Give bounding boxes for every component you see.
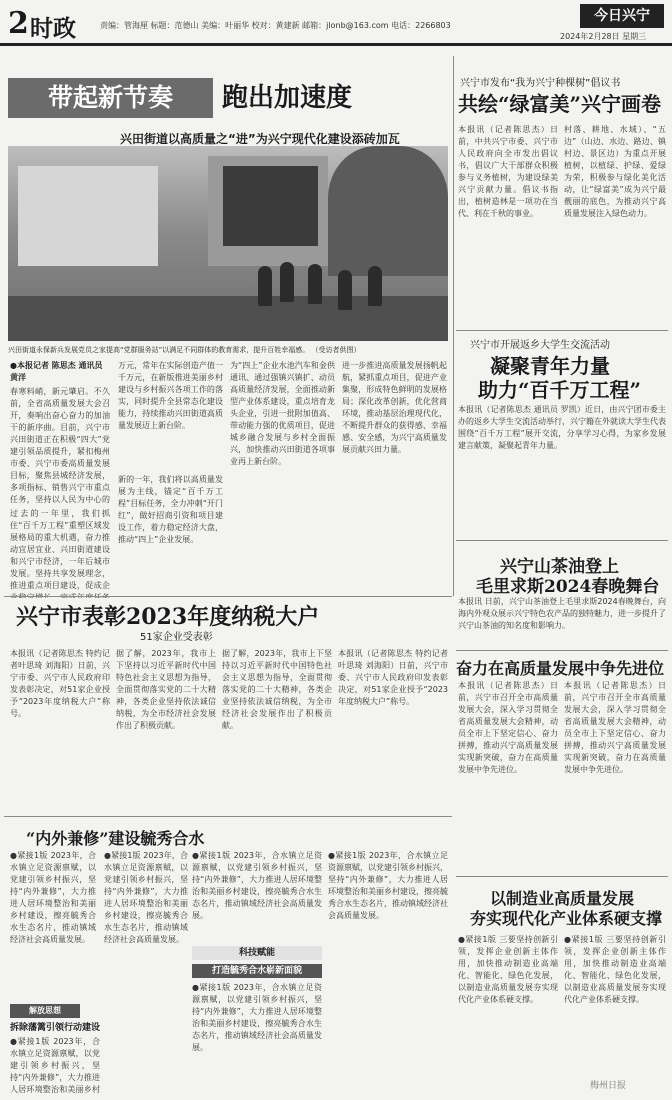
- page-number: 2: [8, 6, 29, 41]
- water-text-2: ●紧接1版 2023年，合水镇立足资源禀赋，以党建引领乡村振兴，坚持“内外兼修”，大力推进人居环境整治和美丽乡村: [10, 1037, 100, 1094]
- industry-title-1: 以制造业高质量发展: [490, 889, 635, 908]
- header-rule: [0, 43, 672, 46]
- quality-text-2: 本报讯（记者陈思杰）日前，兴宁市召开全市高质量发展大会，深入学习贯彻全省高质量发展大会精神，动员全市上下坚定信心、奋力拼搏，推动兴宁高质量发展实现新突破，奋力在高质量发展中争先进位。: [564, 681, 666, 774]
- industry-text: ●紧接1版 三要坚持创新引领，发挥企业创新主体作用，加快推动制造业高端化、智能化、绿色化发展，以制造业高质量发展夯实现代化产业体系硬支撑。: [458, 935, 558, 1004]
- water-text: ●紧接1版 2023年，合水镇立足资源禀赋，以党建引领乡村振兴，坚持“内外兼修”，大力推进人居环境整治和美丽乡村建设，擦亮毓秀合水生态名片，推动镇域经济社会高质量发展。: [10, 851, 96, 944]
- divider: [4, 596, 452, 597]
- green-text-2: 村落、耕地、水域）、“五边”（山边、水边、路边、镇村边、景区边）为重点开展植树，以植绿、护绿、爱绿为荣，积极参与绿化美化活动，让“绿富美”成为兴宁最靓丽的底色，为推动兴宁高质量发展注入绿色动力。: [564, 125, 666, 218]
- lead-byline: ●本报记者 陈思杰 通讯员 黄洋: [10, 361, 103, 382]
- divider: [456, 330, 668, 331]
- photo-sign: [223, 166, 318, 246]
- photo-person: [338, 270, 352, 310]
- water-tag: 解放思想: [10, 1004, 80, 1018]
- green-kicker: 兴宁市发布“我为兴宁种棵树”倡议书: [460, 78, 621, 89]
- industry-text-2: ●紧接1版 三要坚持创新引领，发挥企业创新主体作用，加快推动制造业高端化、智能化、绿色化发展，以制造业高质量发展夯实现代化产业体系硬支撑。: [564, 935, 666, 1004]
- tax-list-1: 据了解，2023年，我市上下坚持以习近平新时代中国特色社会主义思想为指导，全面贯彻落实党的二十大精神，各类企业坚持依法诚信纳税，为全市经济社会发展作出了积极贡献。: [222, 649, 332, 730]
- masthead-logo: 今日兴宁: [580, 4, 664, 28]
- water-box-1: 科技赋能: [192, 946, 322, 960]
- divider: [456, 876, 668, 877]
- green-title: 共绘“绿富美”兴宁画卷: [458, 92, 662, 116]
- lead-col-1b: 过去的一年里，我们抓住“百千万工程”重塑区域发展格局的重大机遇，奋力推动宜居宜业、兴田街道建设和兴宁市经济，一年后城市发展。坚持共享发展理念，推进重点项目建设，促成企: [10, 509, 110, 590]
- photo-caption: 兴田街道永保新兵发展党员之家提高“党群服务站”以满足不同群体的教育需求，提升百姓幸福感。 （受访者供图）: [8, 346, 361, 354]
- industry-title-2: 夯实现代化产业体系硬支撑: [470, 909, 663, 928]
- tea-title-1: 兴宁山茶油登上: [500, 557, 619, 577]
- tax-subtitle: 51家企业受表彰: [140, 632, 213, 643]
- water-col-4: ●紧接1版 2023年，合水镇立足资源禀赋，以党建引领乡村振兴，坚持“内外兼修”，大力推进人居环境整治和美丽乡村建设，擦亮毓秀合水生态名片，推动镇域经济社会高质量发展。: [328, 851, 448, 920]
- quality-title: 奋力在高质量发展中争先进位: [456, 659, 665, 678]
- water-col-2: ●紧接1版 2023年，合水镇立足资源禀赋，以党建引领乡村振兴，坚持“内外兼修”，大力推进人居环境整治和美丽乡村建设，擦亮毓秀合水生态名片，推动镇域经济社会高质量发展。: [104, 851, 188, 944]
- header-meta: 责编：管海厘 标题：范德山 美编：叶丽华 校对：黄建新 邮箱：jlonb@163.com 电话：2266803: [100, 21, 451, 30]
- lead-col-3: 为“四上”企业水池汽车和金供通讯、通过强镇兴镇扩、动员高质量经济发展，全面推动新型产业体系建设，重点培育龙头企业，引进一批附加值高、带动能力强的优质项目，促进城乡融合发展与乡村全面振兴，加快推动兴田街道各项事业再上新台阶。: [230, 361, 335, 466]
- water-tag-sub: 拆除藩篱引领行动建设: [10, 1023, 101, 1033]
- youth-title-1: 凝聚青年力量: [490, 354, 610, 378]
- tea-text: 本报讯 日前，兴宁山茶油登上毛里求斯2024春晚舞台，向海内外观众展示兴宁特色农产品的独特魅力，进一步提升了兴宁山茶油的知名度和影响力。: [458, 597, 666, 630]
- photo-person: [280, 262, 294, 302]
- tax-text-2: 据了解，2023年，我市上下坚持以习近平新时代中国特色社会主义思想为指导，全面贯彻落实党的二十大精神，各类企业坚持依法诚信纳税，为全市经济社会发展作出了积极贡献。: [116, 649, 216, 730]
- tax-text: 本报讯（记者陈思杰 特约记者叶思琦 刘海阳）日前，兴宁市委、兴宁市人民政府印发表彰决定，对51家企业授予“2023年度纳税大户”称号。: [10, 649, 110, 718]
- green-text: 本报讯（记者陈思杰）日前，中共兴宁市委、兴宁市人民政府向全市发出倡议书，倡议广大干部群众积极参与义务植树，为建设绿美兴宁贡献力量。倡议书指出，植树造林是一项功在当代、利在千秋的事业。: [458, 125, 558, 218]
- water-title: “内外兼修”建设毓秀合水: [26, 829, 205, 848]
- water-box-2: 打造毓秀合水崭新面貌: [192, 964, 322, 978]
- water-col-3b: ●紧接1版 2023年，合水镇立足资源禀赋，以党建引领乡村振兴，坚持“内外兼修”，大力推进人居环境整治和美丽乡村建设，擦亮毓秀合水生态名片，推动镇域经济社会高质量发展。: [192, 983, 322, 1052]
- quality-text: 本报讯（记者陈思杰）日前，兴宁市召开全市高质量发展大会，深入学习贯彻全省高质量发展大会精神，动员全市上下坚定信心、奋力拼搏，推动兴宁高质量发展实现新突破，奋力在高质量发展中争先进位。: [458, 681, 558, 774]
- issue-date: 2024年2月28日 星期三: [560, 32, 647, 41]
- divider: [456, 540, 668, 541]
- tax-title: 兴宁市表彰2023年度纳税大户: [16, 604, 320, 630]
- tea-title-2: 毛里求斯2024春晚舞台: [476, 577, 660, 597]
- lead-col-4: 进一步推进高质量发展扬帆起航，紧抓重点项目，促进产业集聚，形成特色鲜明的发展格局；深化改革创新，优化营商环境，推动基层治理现代化，不断提升群众的获得感、幸福感、安全感，为兴宁高质量发展贡献兴田力量。: [342, 361, 447, 454]
- lead-col-2b: 新的一年，我们将以高质量发展为主线，锚定“百千万工程”目标任务，全力冲刺“开门红”，做好招商引资和项目建设工作，着力稳定经济大盘，推动“四上”企业发展。: [118, 475, 223, 544]
- tax-list-2: 本报讯（记者陈思杰 特约记者叶思琦 刘海阳）日前，兴宁市委、兴宁市人民政府印发表彰决定，对51家企业授予“2023年度纳税大户”称号。: [338, 649, 448, 706]
- lead-subtitle: 兴田街道以高质量之“进”为兴宁现代化建设添砖加瓦: [120, 132, 400, 146]
- photo-person: [368, 266, 382, 306]
- divider: [4, 816, 452, 817]
- column-divider: [453, 56, 454, 596]
- youth-title-2: 助力“百千万工程”: [478, 378, 642, 402]
- water-col-3: ●紧接1版 2023年，合水镇立足资源禀赋，以党建引领乡村振兴，坚持“内外兼修”，大力推进人居环境整治和美丽乡村建设，擦亮毓秀合水生态名片，推动镇域经济社会高质量发展。: [192, 851, 322, 920]
- photo-tree: [328, 146, 448, 276]
- lead-photo: [8, 146, 448, 341]
- divider: [456, 650, 668, 651]
- photo-ground: [8, 296, 448, 341]
- photo-person: [258, 266, 272, 306]
- photo-person: [308, 264, 322, 304]
- section-title: 时政: [30, 16, 76, 42]
- watermark: 梅州日报: [590, 1081, 627, 1091]
- lead-tag: 带起新节奏: [8, 78, 213, 118]
- lead-col-1: 春寒料峭，新元肇启。不久前，全省高质量发展大会召开，奏响出奋心奋力的加油干的新序曲。目前，兴宁市兴田街道正在积极“四大”党建引领品质提升，紧扣梅州市委、兴宁市委高质量发展目标，聚焦县城经济发展，多项指标、销售兴宁市重点任务，坚持以人民为中心的: [10, 387, 110, 504]
- youth-kicker: 兴宁市开展返乡大学生交流活动: [470, 340, 610, 351]
- lead-col-2: 万元，常年在实际创造产值一千万元，在新版推进美丽乡村建设与乡村振兴各项工作的落实，同时提升全县常态化建设能力，持续推动兴田街道高质量发展迈上新台阶。: [118, 361, 223, 430]
- photo-wall: [18, 166, 158, 266]
- youth-text: 本报讯（记者陈思杰 通讯员 罗凯）近日，由兴宁团市委主办的返乡大学生交流活动举行，兴宁籍在外就读大学生代表围绕“百千万工程”展开交流，分享学习心得，为家乡发展建言献策，凝聚起青年力量。: [458, 405, 666, 450]
- lead-title: 跑出加速度: [222, 83, 353, 113]
